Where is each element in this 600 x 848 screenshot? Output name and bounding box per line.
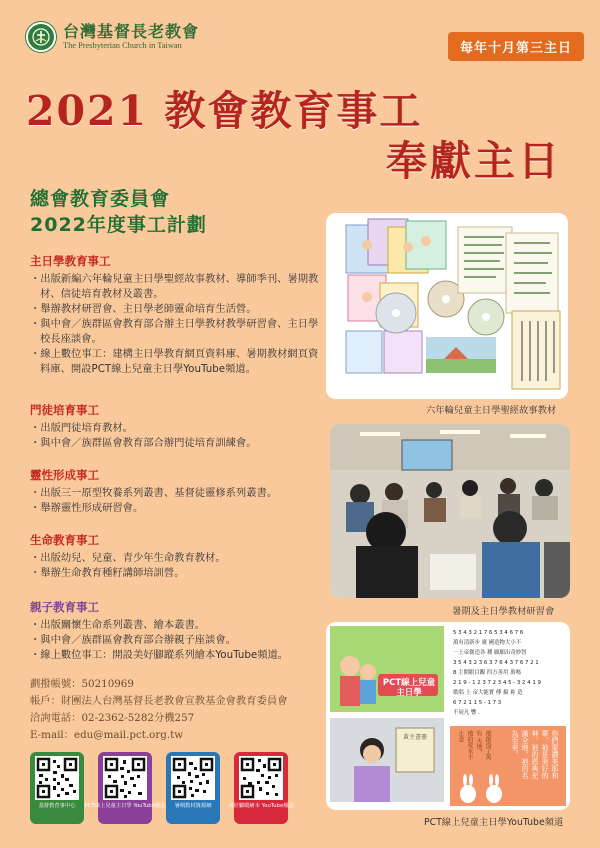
church-seal-icon [26,22,56,52]
caption-curriculum: 六年輪兒童主日學聖經故事教材 [426,405,557,416]
caption-workshop: 暑期及主日學教材研習會 [452,606,555,617]
list-item: ・線上數位事工：開設美好腳蹤系列繪本YouTube頻道。 [30,649,289,661]
sheet-row: 8 主開眼目觀 四方善用 萬嗎 [453,670,521,676]
qr-code-row [30,752,294,824]
qr-card-education-center[interactable] [30,752,84,824]
qr-card-sunday-school-youtube[interactable] [84,752,166,824]
song-sheet [450,626,566,722]
qr-code-icon [239,756,283,800]
sheet-row: 萬有清新步 廣 國造物大小不 [453,640,522,646]
sheet-row: 一上帝創造各 種 願願出奇妙智 [453,650,527,656]
email: E-mail：edu@mail.pct.org.tw [30,729,184,741]
org-name-zh: 台灣基督長老教會 [63,22,200,41]
qr-label: 美好腳蹤繪本 YouTube頻道 [228,803,294,809]
verse-card [450,726,566,806]
section-title: 生命教育事工 [30,533,99,547]
section-title: 親子教育事工 [30,600,99,614]
list-item: ・出版關懷生命系列叢書、繪本叢書。 [30,619,206,631]
photo-curriculum-books [326,213,568,399]
verse-text-secondary: 祂創造了萬有 天地，祂的愛永不止息 [457,730,491,760]
list-item: ・舉辦生命教育種籽講師培訓營。 [30,567,185,579]
list-item: ・舉辦教材研習會、主日學老師靈命培育生活營。 [30,303,257,315]
sheet-row: 不同凡 響 . [453,710,480,716]
qr-card-picture-book-youtube[interactable] [228,752,294,824]
postal-account: 劃撥帳號：50210969 [30,678,134,690]
qr-label: 基督教育事中心 [38,803,76,809]
list-item: ・出版門徒培育教材。 [30,422,133,434]
photo-youtube-collage [326,622,570,810]
qr-card-summer-resources[interactable] [166,752,220,824]
section-parenting [30,599,320,663]
contact-info [30,676,287,744]
phone: 洽詢電話：02-2362-5282分機257 [30,712,195,724]
list-item: ・出版幼兒、兒童、青少年生命教育教材。 [30,552,226,564]
caption-youtube: PCT線上兒童主日學YouTube頻道 [424,817,564,828]
section-life-education [30,532,320,581]
sheet-row: 2 1 9 - 1 2 3 7 2 3 4 5 - 3 2 4 1 9 [453,680,541,686]
list-item: ・舉辦靈性形成研習會。 [30,502,144,514]
schedule-badge: 每年十月第三主日 [448,32,584,61]
section-sunday-school [30,253,320,377]
main-title-line2: 奉獻主日 [386,137,562,185]
video-thumbnail-presenter [330,718,444,802]
section-title: 主日學教育事工 [30,254,111,268]
sheet-row: 6 7 2 1 1 5 - 1 7 3 [453,700,502,706]
list-item: ・與中會／族群區會教育部合辦主日學教材教學研習會、主日學校長座談會。 [30,318,319,345]
subtitle-plan: 2022年度事工計劃 [30,214,207,236]
qr-code-icon [35,756,79,800]
list-item: ・出版新編六年輪兒童主日學聖經故事教材、導師季刊、暑期教材、信徒培育教材及叢書。 [30,273,319,300]
photo-workshop [330,424,570,598]
list-item: ・與中會／族群區會教育部合辦門徒培育訓練會。 [30,437,257,449]
section-title: 門徒培育事工 [30,403,99,417]
video-thumbnail-kids [330,626,444,712]
qr-code-icon [103,756,147,800]
section-title: 靈性形成事工 [30,468,99,482]
org-logo [26,22,199,52]
sheet-row: 5 3 4 3 2 1 7 6 5 3 4 6 7 6 [453,630,524,636]
sheet-row: 3 5 4 3 2 3 6 3 7 6 4 3 7 6 7 2 1 [453,660,539,666]
qr-code-icon [171,756,215,800]
section-discipleship [30,402,320,451]
qr-label: 暑期教材資源網 [174,803,212,809]
account-name: 帳戶：財團法人台灣基督長老教會宣教基金會教育委員會 [30,695,288,707]
section-spiritual-formation [30,467,320,516]
video-sign-text: 黃主書冊 [402,734,427,741]
qr-label: PCT線上兒童主日學 YouTube頻道 [84,803,166,809]
org-name-en: The Presbyterian Church in Taiwan [63,41,182,50]
main-title-line1: 2021 教會教育事工 [26,87,423,135]
video-banner-text: PCT線上兒童主日學 [382,678,436,698]
list-item: ・出版三一原型牧養系列叢書、基督徒靈修系列叢書。 [30,487,278,499]
rabbit-icon [454,774,514,804]
verse-text: 你們要讚美耶和華，祂是美好的神，祂的恩典充滿全地，祂的名為至美。 [511,730,559,779]
subtitle-committee: 總會教育委員會 [30,188,171,210]
list-item: ・與中會／族群區會教育部合辦親子座談會。 [30,634,236,646]
sheet-row: 歌唱 上 帝大能實 傳 揚 祢 造 [453,690,523,696]
list-item: ・線上數位事工：建構主日學教育網頁資料庫、暑期教材網頁資料庫、開設PCT線上兒童主日學YouTube頻道。 [30,348,319,375]
